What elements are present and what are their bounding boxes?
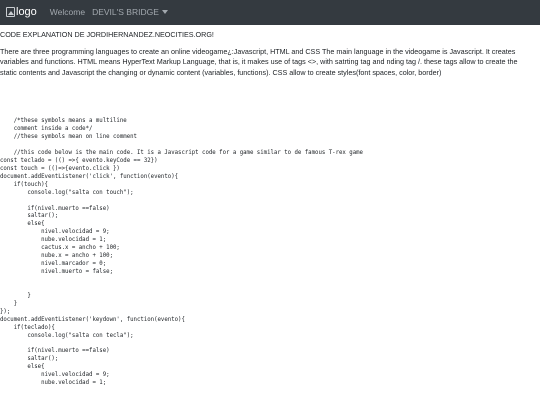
top-navbar <box>0 0 540 25</box>
code-line: comment inside a code*/ <box>0 126 93 133</box>
navbar-brand-link[interactable] <box>6 0 37 25</box>
code-line: /*these symbols means a multiline <box>0 118 127 125</box>
nav-dropdown-label: DEVIL'S BRIDGE <box>92 7 159 17</box>
code-line: console.log("salta con tecla"); <box>0 332 134 339</box>
code-block <box>0 94 540 388</box>
code-line: nivel.muerto = false; <box>0 269 113 275</box>
code-line: else{ <box>0 221 45 228</box>
code-line: const touch = (()=>{evento.click }) <box>0 165 120 172</box>
logo-alt-text: logo <box>16 6 37 18</box>
code-line: if(touch){ <box>0 181 48 188</box>
code-line: nube.velocidad = 1; <box>0 380 107 387</box>
code-line: document.addEventListener('click', function(evento){ <box>0 173 179 180</box>
code-line: nivel.velocidad = 9; <box>0 229 110 236</box>
intro-paragraph: There are three programming languages to create an online videogame¿:Javascript, HTML and CSS The main language in the videogame is Javascript. It creates variables and functions. HTML means HyperText Markup Language, that is, it makes use of tags <>, with satrting tag and nding tag /. these tags allow to create the static contents and Javascript the changing or dynamic content (variables, functions). CSS allow to create styles(font spaces, color, border) <box>0 46 518 77</box>
code-line <box>0 198 540 206</box>
code-line: cactus.x = ancho + 100; <box>0 245 120 252</box>
code-line: if(nivel.muerto ==false) <box>0 205 110 212</box>
code-line <box>0 142 540 150</box>
code-line <box>0 94 540 102</box>
code-line: nube.x = ancho + 100; <box>0 253 113 260</box>
broken-image-icon <box>6 7 15 17</box>
code-line: nube.velocidad = 1; <box>0 237 107 244</box>
nav-link-welcome[interactable]: Welcome <box>49 7 86 17</box>
code-line <box>0 285 540 293</box>
code-line: } <box>0 300 18 307</box>
code-line <box>0 102 540 110</box>
code-line: if(nivel.muerto ==false) <box>0 348 110 355</box>
code-line: nivel.marcador = 0; <box>0 261 107 268</box>
code-line <box>0 110 540 118</box>
caret-down-icon <box>162 10 168 14</box>
code-line: saltar(); <box>0 213 59 220</box>
code-line: } <box>0 292 31 299</box>
code-line: //this code below is the main code. It is a Javascript code for a game similar to de famous T-rex game <box>0 149 363 156</box>
main-content <box>0 30 540 388</box>
code-line: const teclado = (() =>{ evento.keyCode == 32}) <box>0 157 158 164</box>
code-line: if(teclado){ <box>0 324 55 331</box>
code-line: nivel.velocidad = 9; <box>0 372 110 379</box>
code-line: document.addEventListener('keydown', function(evento){ <box>0 316 185 323</box>
code-line <box>0 340 540 348</box>
code-line: console.log("salta con touch"); <box>0 189 134 196</box>
code-line <box>0 277 540 285</box>
code-line: saltar(); <box>0 356 59 363</box>
page-heading: CODE EXPLANATION DE JORDIHERNANDEZ.NEOCITIES.ORG! <box>0 30 214 39</box>
nav-dropdown-devils-bridge[interactable] <box>92 0 168 25</box>
code-line: else{ <box>0 364 45 371</box>
code-line: //these symbols mean on line comment <box>0 134 137 141</box>
code-line: }); <box>0 308 11 315</box>
